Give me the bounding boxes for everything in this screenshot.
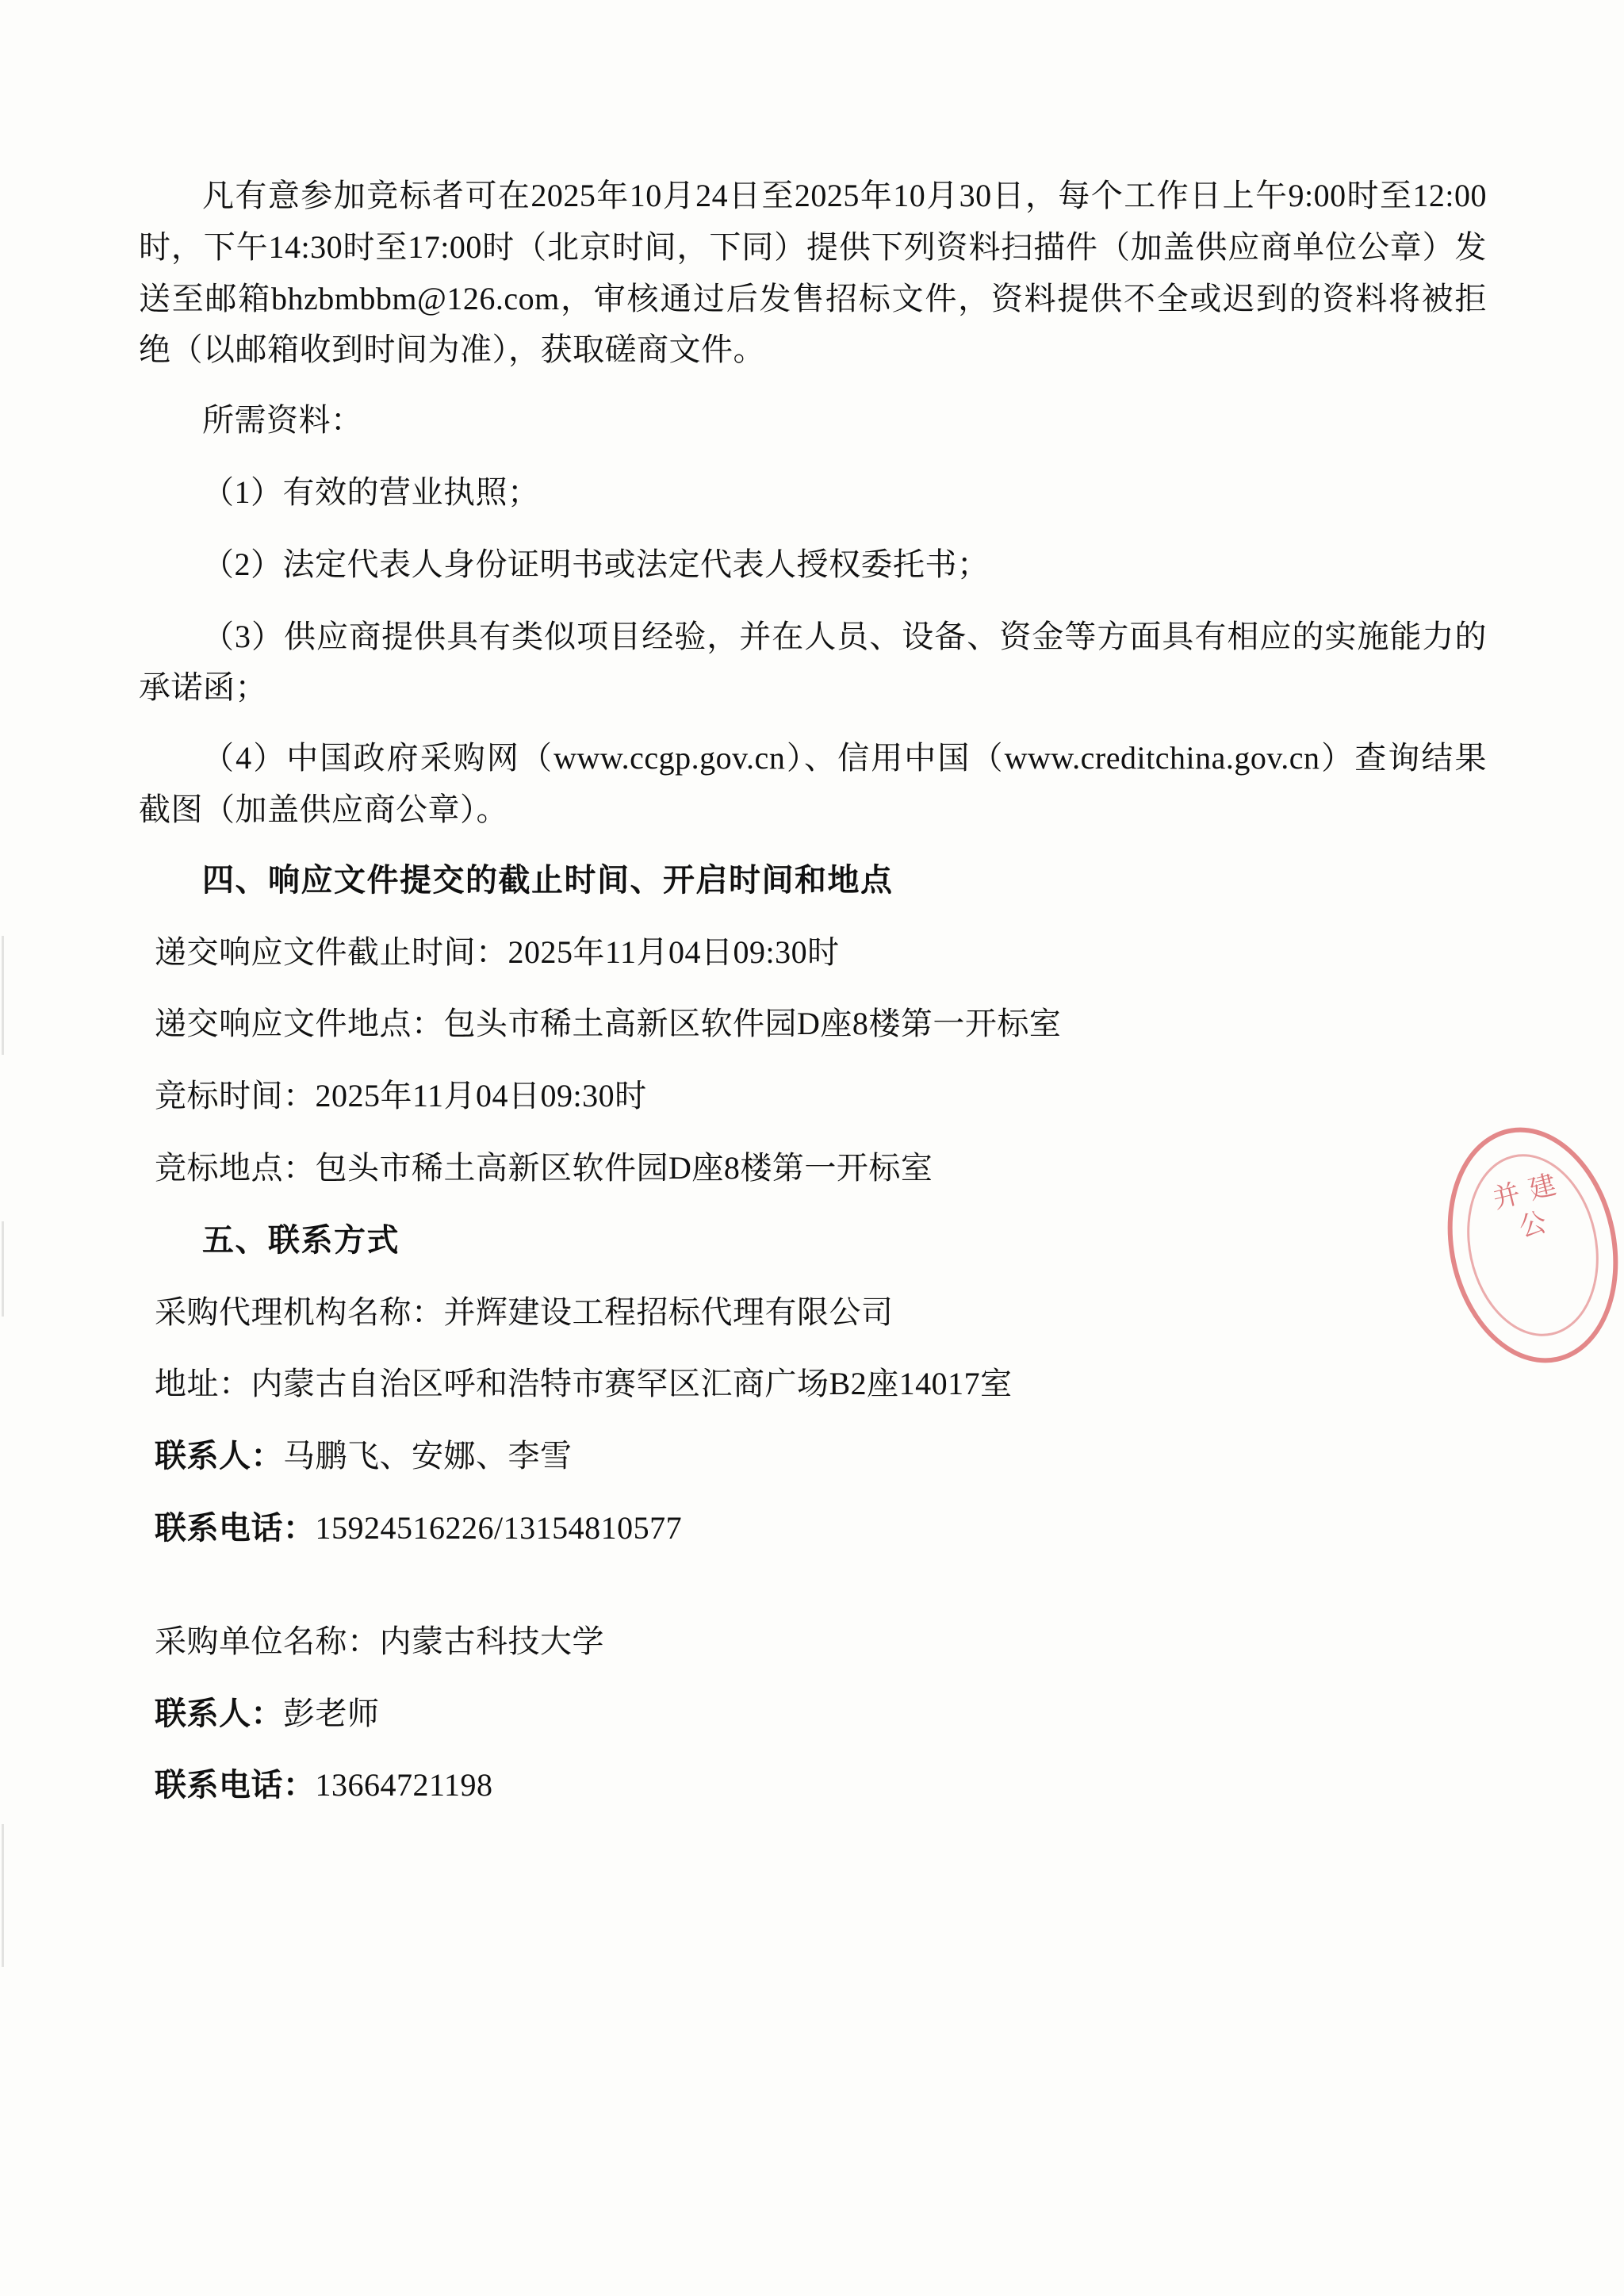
section-heading-five: 五、联系方式 xyxy=(202,1221,400,1258)
seal-text: 并 建 公 xyxy=(1490,1170,1561,1243)
purchaser-phone-label: 联系电话： xyxy=(155,1767,316,1803)
agency-name-line: 采购代理机构名称：并辉建设工程招标代理有限公司 xyxy=(155,1294,894,1330)
purchaser-contact-line xyxy=(139,1688,1487,1740)
paragraph-bid-registration: 凡有意参加竞标者可在2025年10月24日至2025年10月30日，每个工作日上午9:00时至12:00时，下午14:30时至17:00时（北京时间，下同）提供下列资料扫描件（加盖供应商单位公章）发送至邮箱bhzbmbbm@126.com，审核通过后发售招标文件，资料提供不全或迟到的资料将被拒绝（以邮箱收到时间为准），获取磋商文件。 xyxy=(139,178,1487,368)
label-required-materials: 所需资料： xyxy=(202,402,363,439)
submission-location-line: 递交响应文件地点：包头市稀土高新区软件园D座8楼第一开标室 xyxy=(155,1006,1062,1042)
agency-phone-label: 联系电话： xyxy=(155,1509,316,1546)
purchaser-contact-label: 联系人： xyxy=(155,1695,283,1731)
agency-contact-value: 马鹏飞、安娜、李雪 xyxy=(283,1438,573,1474)
document-body xyxy=(139,171,1487,1832)
bid-time-line: 竞标时间：2025年11月04日09:30时 xyxy=(155,1078,647,1114)
material-item-1: （1）有效的营业执照； xyxy=(202,473,540,510)
purchaser-contact-value: 彭老师 xyxy=(283,1695,380,1731)
scan-edge-artifact-mid xyxy=(2,1221,4,1317)
bid-location-line: 竞标地点：包头市稀土高新区软件园D座8楼第一开标室 xyxy=(155,1149,933,1186)
agency-phone-line xyxy=(139,1503,1487,1554)
scan-edge-artifact-top xyxy=(2,936,4,1055)
agency-phone-value: 15924516226/13154810577 xyxy=(315,1509,683,1546)
purchaser-phone-line xyxy=(139,1760,1487,1811)
material-item-3: （3）供应商提供具有类似项目经验，并在人员、设备、资金等方面具有相应的实施能力的承诺函； xyxy=(139,618,1487,706)
section-heading-four: 四、响应文件提交的截止时间、开启时间和地点 xyxy=(202,861,894,898)
section-spacer xyxy=(139,1575,1487,1616)
submission-deadline-line: 递交响应文件截止时间：2025年11月04日09:30时 xyxy=(155,933,840,970)
material-item-2: （2）法定代表人身份证明书或法定代表人授权委托书； xyxy=(202,546,990,582)
agency-contact-label: 联系人： xyxy=(155,1438,283,1474)
purchaser-phone-value: 13664721198 xyxy=(315,1767,493,1803)
material-item-4: （4）中国政府采购网（www.ccgp.gov.cn）、信用中国（www.creditchina.gov.cn）查询结果截图（加盖供应商公章）。 xyxy=(139,740,1487,827)
agency-contact-line xyxy=(139,1431,1487,1482)
purchaser-name-line: 采购单位名称：内蒙古科技大学 xyxy=(155,1623,604,1659)
agency-address-line: 地址：内蒙古自治区呼和浩特市赛罕区汇商广场B2座14017室 xyxy=(155,1366,1013,1402)
scan-edge-artifact-bottom xyxy=(2,1824,4,1967)
